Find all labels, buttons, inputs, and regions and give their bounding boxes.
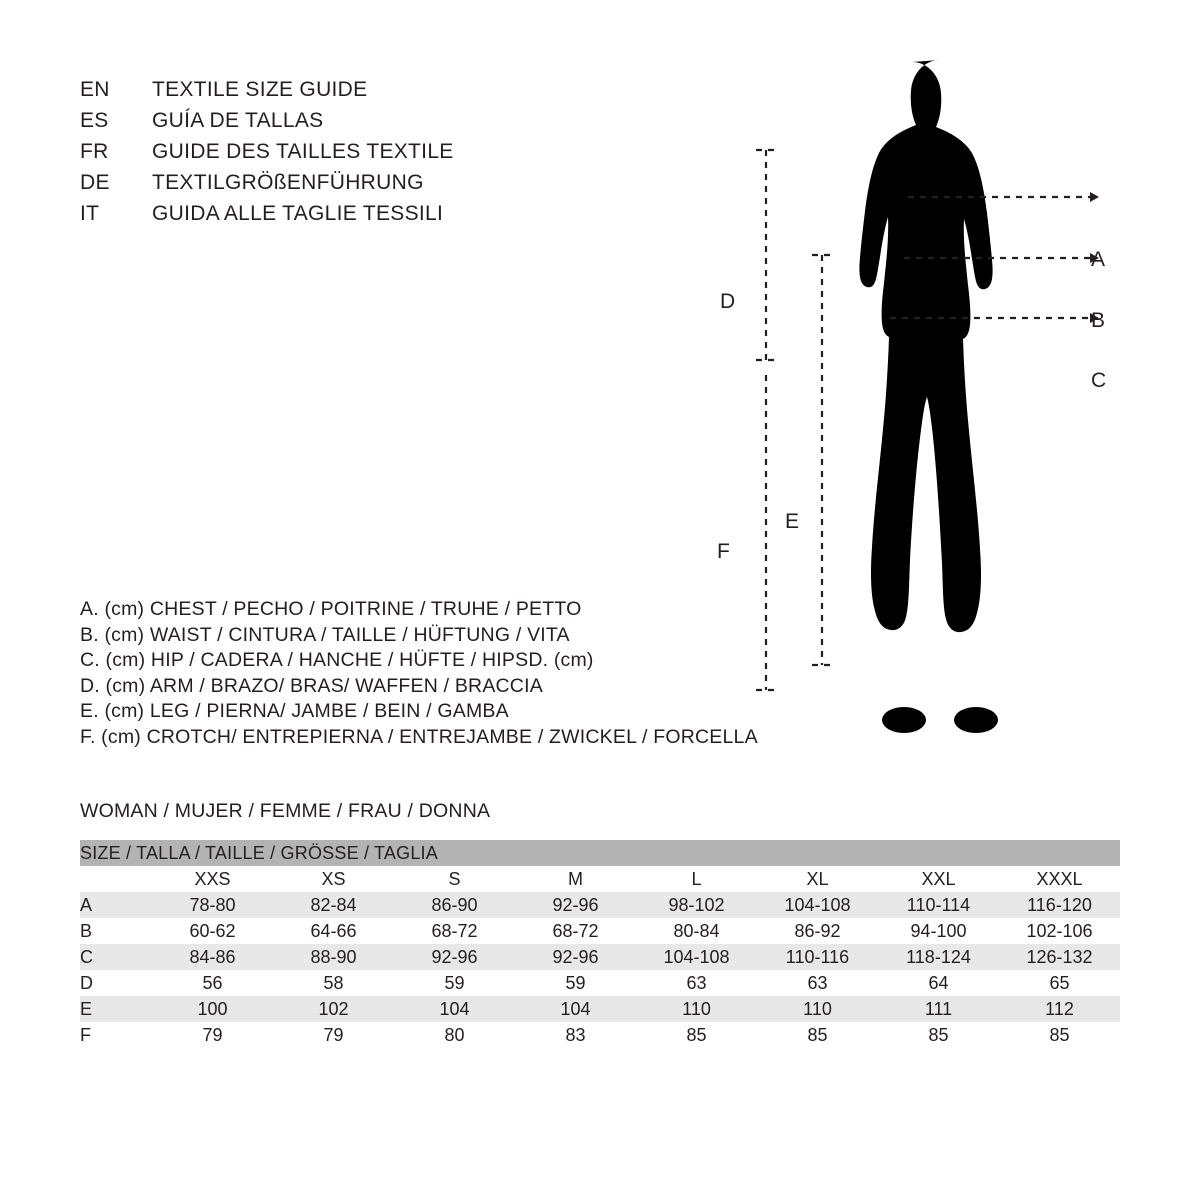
cell-f-xs: 79 — [273, 1022, 394, 1048]
cell-b-xxl: 94-100 — [878, 918, 999, 944]
group-title: WOMAN / MUJER / FEMME / FRAU / DONNA — [80, 800, 491, 822]
legend-item-f: F. (cm) CROTCH/ ENTREPIERNA / ENTREJAMBE / ZWICKEL / FORCELLA — [80, 725, 758, 748]
arm-measure-bracket — [756, 150, 776, 360]
language-text: GUIDA ALLE TAGLIE TESSILI — [152, 202, 444, 225]
chest-label-a: A — [1091, 248, 1106, 271]
column-header-l: L — [636, 866, 757, 892]
cell-c-l: 104-108 — [636, 944, 757, 970]
row-label-c: C — [80, 944, 152, 970]
cell-f-m: 83 — [515, 1022, 636, 1048]
language-row-en — [80, 78, 680, 109]
language-code: ES — [80, 109, 109, 132]
cell-f-l: 85 — [636, 1022, 757, 1048]
cell-e-xs: 102 — [273, 996, 394, 1022]
cell-a-xxl: 110-114 — [878, 892, 999, 918]
column-header-xxs: XXS — [152, 866, 273, 892]
column-header-xs: XS — [273, 866, 394, 892]
cell-a-s: 86-90 — [394, 892, 515, 918]
language-text: GUIDE DES TAILLES TEXTILE — [152, 140, 454, 163]
cell-f-xxs: 79 — [152, 1022, 273, 1048]
cell-c-s: 92-96 — [394, 944, 515, 970]
cell-b-l: 80-84 — [636, 918, 757, 944]
hip-label-c: C — [1091, 369, 1107, 392]
cell-c-xxs: 84-86 — [152, 944, 273, 970]
female-silhouette-icon — [859, 60, 998, 733]
size-band-label: SIZE / TALLA / TAILLE / GRÖSSE / TAGLIA — [80, 840, 1120, 866]
table-row — [80, 970, 1120, 996]
language-row-fr — [80, 140, 680, 171]
cell-e-xxxl: 112 — [999, 996, 1120, 1022]
column-header-m: M — [515, 866, 636, 892]
language-text: GUÍA DE TALLAS — [152, 109, 324, 132]
cell-c-xs: 88-90 — [273, 944, 394, 970]
cell-d-m: 59 — [515, 970, 636, 996]
crotch-label-f: F — [717, 540, 730, 563]
cell-a-xxs: 78-80 — [152, 892, 273, 918]
cell-e-xl: 110 — [757, 996, 878, 1022]
language-row-de — [80, 171, 680, 202]
table-row — [80, 892, 1120, 918]
cell-d-xs: 58 — [273, 970, 394, 996]
cell-d-xl: 63 — [757, 970, 878, 996]
language-row-es — [80, 109, 680, 140]
cell-e-s: 104 — [394, 996, 515, 1022]
language-title-list — [80, 78, 680, 233]
column-header-row — [80, 866, 1120, 892]
cell-f-xxl: 85 — [878, 1022, 999, 1048]
cell-b-xxs: 60-62 — [152, 918, 273, 944]
column-header-s: S — [394, 866, 515, 892]
row-label-a: A — [80, 892, 152, 918]
cell-e-xxs: 100 — [152, 996, 273, 1022]
size-band-row — [80, 840, 1120, 866]
leg-label-e: E — [785, 510, 800, 533]
leg-measure-bracket — [812, 255, 832, 665]
cell-e-xxl: 111 — [878, 996, 999, 1022]
cell-f-s: 80 — [394, 1022, 515, 1048]
cell-b-m: 68-72 — [515, 918, 636, 944]
language-code: EN — [80, 78, 110, 101]
legend-item-a: A. (cm) CHEST / PECHO / POITRINE / TRUHE / PETTO — [80, 598, 582, 620]
row-label-e: E — [80, 996, 152, 1022]
cell-e-m: 104 — [515, 996, 636, 1022]
row-label-f: F — [80, 1022, 152, 1048]
language-row-it — [80, 202, 680, 233]
cell-a-m: 92-96 — [515, 892, 636, 918]
cell-d-s: 59 — [394, 970, 515, 996]
cell-c-xxl: 118-124 — [878, 944, 999, 970]
language-code: DE — [80, 171, 110, 194]
language-text: TEXTILE SIZE GUIDE — [152, 78, 368, 101]
legend-item-b: B. (cm) WAIST / CINTURA / TAILLE / HÜFTUNG / VITA — [80, 623, 570, 646]
legend-item-d: D. (cm) ARM / BRAZO/ BRAS/ WAFFEN / BRACCIA — [80, 674, 543, 697]
cell-b-s: 68-72 — [394, 918, 515, 944]
corner-cell — [80, 866, 152, 892]
cell-b-xl: 86-92 — [757, 918, 878, 944]
cell-f-xxxl: 85 — [999, 1022, 1120, 1048]
cell-d-xxl: 64 — [878, 970, 999, 996]
cell-d-xxs: 56 — [152, 970, 273, 996]
table-row — [80, 1022, 1120, 1048]
table-row — [80, 944, 1120, 970]
table-row — [80, 996, 1120, 1022]
column-header-xxl: XXL — [878, 866, 999, 892]
table-row — [80, 918, 1120, 944]
cell-e-l: 110 — [636, 996, 757, 1022]
cell-b-xs: 64-66 — [273, 918, 394, 944]
language-code: IT — [80, 202, 100, 225]
row-label-d: D — [80, 970, 152, 996]
cell-a-l: 98-102 — [636, 892, 757, 918]
column-header-xxxl: XXXL — [999, 866, 1120, 892]
cell-f-xl: 85 — [757, 1022, 878, 1048]
cell-a-xl: 104-108 — [757, 892, 878, 918]
cell-a-xs: 82-84 — [273, 892, 394, 918]
row-label-b: B — [80, 918, 152, 944]
column-header-xl: XL — [757, 866, 878, 892]
cell-c-m: 92-96 — [515, 944, 636, 970]
legend-item-c: C. (cm) HIP / CADERA / HANCHE / HÜFTE / HIPSD. (cm) — [80, 649, 594, 671]
size-table-wrap — [80, 840, 1120, 1048]
cell-c-xl: 110-116 — [757, 944, 878, 970]
cell-b-xxxl: 102-106 — [999, 918, 1120, 944]
language-text: TEXTILGRÖßENFÜHRUNG — [152, 171, 424, 194]
cell-c-xxxl: 126-132 — [999, 944, 1120, 970]
cell-d-xxxl: 65 — [999, 970, 1120, 996]
measurement-legend — [80, 598, 780, 751]
cell-a-xxxl: 116-120 — [999, 892, 1120, 918]
legend-item-e: E. (cm) LEG / PIERNA/ JAMBE / BEIN / GAMBA — [80, 700, 509, 722]
chest-arrow — [1090, 192, 1099, 202]
cell-d-l: 63 — [636, 970, 757, 996]
arm-label-d: D — [720, 290, 736, 313]
language-code: FR — [80, 140, 109, 163]
size-table — [80, 840, 1120, 1048]
waist-label-b: B — [1091, 309, 1106, 332]
